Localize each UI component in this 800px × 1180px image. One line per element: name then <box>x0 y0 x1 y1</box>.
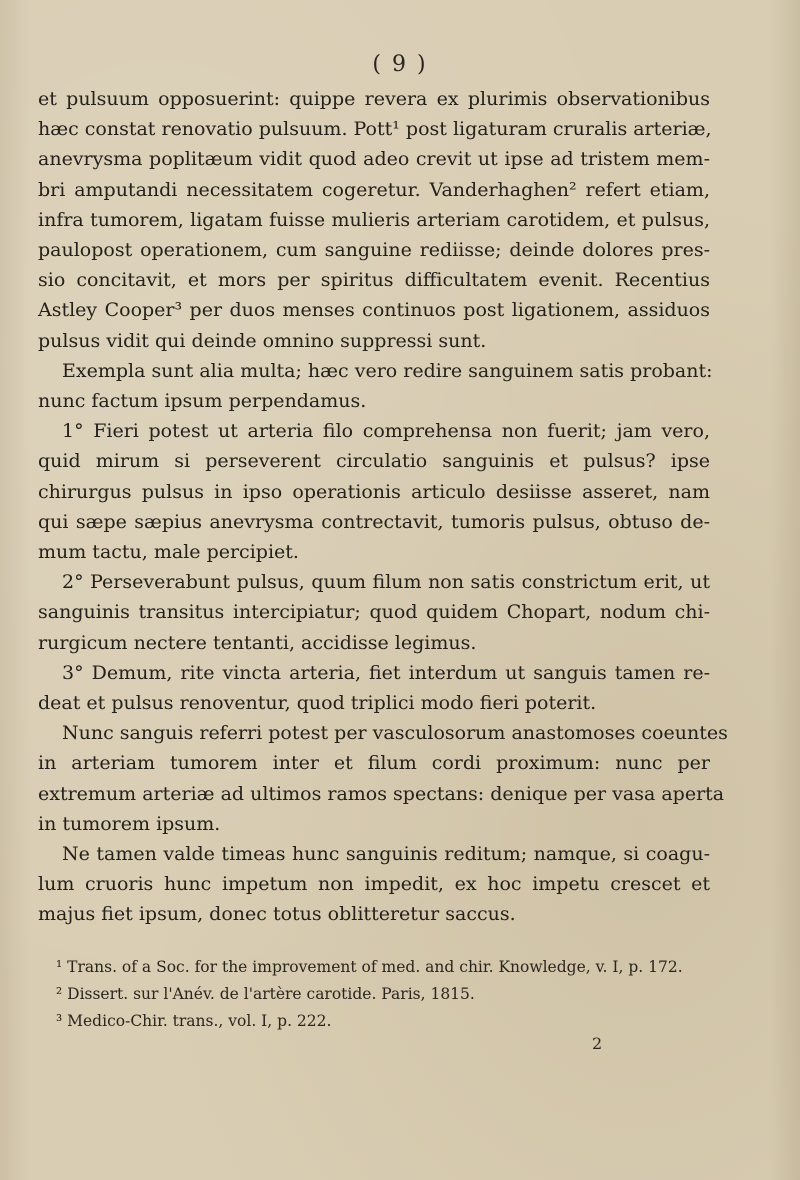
text-line: nunc factum ipsum perpendamus. <box>38 390 367 413</box>
text-line: Astley Cooper³ per duos menses continuos post ligationem, assiduos <box>38 299 710 322</box>
text-line: extremum arteriæ ad ultimos ramos spectans: denique per vasa aperta <box>38 782 725 805</box>
text-line: sanguinis transitus intercipiatur; quod quidem Chopart, nodum chi- <box>38 601 710 624</box>
text-line: Ne tamen valde timeas hunc sanguinis reditum; namque, si coagu- <box>62 843 710 866</box>
text-line: 3° Demum, rite vincta arteria, fiet interdum ut sanguis tamen re- <box>62 661 710 684</box>
text-line: pulsus vidit qui deinde omnino suppressi sunt. <box>38 329 487 352</box>
text-line: mum tactu, male percipiet. <box>38 541 299 564</box>
footnote: ¹ Trans. of a Soc. for the improvement of med. and chir. Knowledge, v. I, p. 172. <box>56 958 683 976</box>
text-line: 2° Perseverabunt pulsus, quum filum non satis constrictum erit, ut <box>62 571 710 594</box>
text-line: in tumorem ipsum. <box>38 812 221 835</box>
footnotes <box>56 954 716 1035</box>
text-line: sio concitavit, et mors per spiritus difficultatem evenit. Recentius <box>38 269 710 292</box>
text-line: 1° Fieri potest ut arteria filo comprehensa non fuerit; jam vero, <box>62 420 710 443</box>
page-number: ( 9 ) <box>372 52 428 77</box>
text-line: quid mirum si perseverent circulatio sanguinis et pulsus? ipse <box>38 450 710 473</box>
text-line: majus fiet ipsum, donec totus oblitteretur saccus. <box>38 903 516 926</box>
text-line: in arteriam tumorem inter et filum cordi proximum: nunc per <box>38 752 710 775</box>
text-line: hæc constat renovatio pulsuum. Pott¹ post ligaturam cruralis arteriæ, <box>38 118 712 141</box>
text-line: bri amputandi necessitatem cogeretur. Vanderhaghen² refert etiam, <box>38 178 710 201</box>
text-line: Exempla sunt alia multa; hæc vero redire sanguinem satis probant: <box>62 359 713 382</box>
text-line: deat et pulsus renoventur, quod triplici modo fieri poterit. <box>38 692 597 715</box>
footnote: ² Dissert. sur l'Anév. de l'artère carotide. Paris, 1815. <box>56 985 475 1003</box>
text-line: et pulsuum opposuerint: quippe revera ex plurimis observationibus <box>38 88 710 110</box>
footnote: ³ Medico-Chir. trans., vol. I, p. 222. <box>56 1012 332 1030</box>
text-line: anevrysma poplitæum vidit quod adeo crevit ut ipse ad tristem mem- <box>38 148 710 171</box>
text-line: chirurgus pulsus in ipso operationis articulo desiisse asseret, nam <box>38 480 710 503</box>
text-line: rurgicum nectere tentanti, accidisse legimus. <box>38 631 477 654</box>
text-line: paulopost operationem, cum sanguine rediisse; deinde dolores pres- <box>38 239 710 262</box>
text-line: Nunc sanguis referri potest per vasculosorum anastomoses coeuntes <box>62 722 728 745</box>
body-text <box>38 84 728 930</box>
text-line: qui sæpe sæpius anevrysma contrectavit, tumoris pulsus, obtuso de- <box>38 510 710 533</box>
text-line: lum cruoris hunc impetum non impedit, ex hoc impetu crescet et <box>38 873 710 896</box>
text-line: infra tumorem, ligatam fuisse mulieris arteriam carotidem, et pulsus, <box>38 208 710 231</box>
signature-mark: 2 <box>592 1034 603 1053</box>
